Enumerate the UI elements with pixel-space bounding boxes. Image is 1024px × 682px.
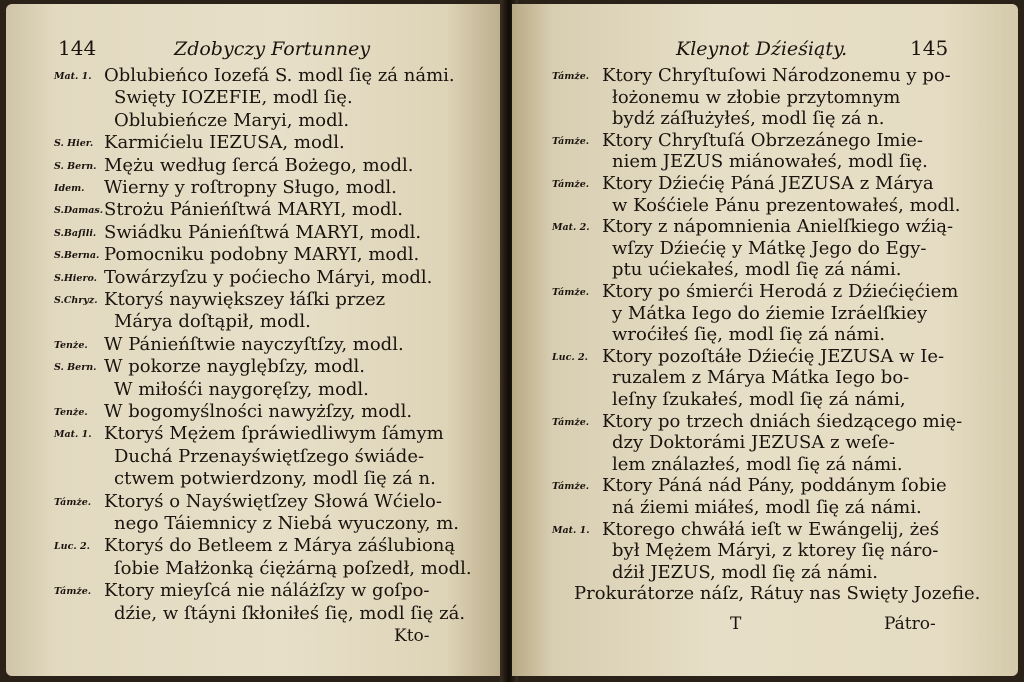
- text-line: lem ználazłeś, modl ſię zá námi.: [612, 453, 903, 475]
- text-line: Ktoryś Mężem ſpráwiedliwym ſámym: [104, 423, 444, 445]
- margin-reference: Mat. 1.: [552, 524, 590, 536]
- text-line: Pomocniku podobny MARYI, modl.: [104, 244, 420, 266]
- text-line: Ktory po śmierći Herodá z Dźiećięćiem: [602, 281, 959, 302]
- margin-reference: Támże.: [54, 586, 92, 598]
- text-line: Ktorego chwáłá ieſt w Ewángelij, żeś: [602, 518, 940, 540]
- text-line: Ktoryś do Betleem z Márya záślubioną: [104, 535, 456, 557]
- text-line: Ktory Dźiećię Páná JEZUSA z Márya: [602, 173, 934, 194]
- margin-reference: Támże.: [54, 496, 92, 508]
- text-line: Ktory Chryſtuſá Obrzezánego Imie-: [602, 129, 923, 151]
- text-line: leſny ſzukałeś, modl ſię zá námi,: [612, 389, 906, 410]
- text-line: wſzy Dźiećię y Mátkę Jego do Egy-: [612, 237, 927, 259]
- margin-reference: S.Chryz.: [54, 295, 98, 306]
- right-signature-mark: T: [730, 614, 742, 634]
- text-line: Prokurátorze náſz, Rátuy nas Swięty Jozefie.: [574, 583, 981, 605]
- text-line: Mężu według ſercá Bożego, modl.: [104, 154, 414, 176]
- text-line: ctwem potwierdzony, modl ſię zá n.: [114, 468, 436, 490]
- text-line: ruzalem z Márya Mátka Iego bo-: [612, 367, 910, 389]
- text-line: Márya doſtąpił, modl.: [114, 311, 311, 333]
- text-line: Oblubieńco Iozefá S. modl ſię zá námi.: [104, 65, 455, 86]
- margin-reference: Tenże.: [54, 339, 88, 351]
- right-running-head: Kleynot Dźieśiąty.: [676, 38, 848, 60]
- text-line: był Mężem Máryi, z ktorey ſię náro-: [612, 540, 939, 562]
- margin-reference: Mat. 1.: [54, 71, 92, 82]
- margin-reference: S. Bern.: [54, 362, 97, 374]
- text-line: Ktory z nápomnienia Anielſkiego wźią-: [602, 216, 954, 238]
- text-line: Ktory Páná nád Pány, poddánym ſobie: [602, 475, 947, 497]
- margin-reference: S. Bern.: [54, 160, 97, 172]
- text-line: Swiádku Pánieńſtwá MARYI, modl.: [104, 221, 422, 243]
- margin-reference: Luc. 2.: [54, 541, 90, 553]
- text-line: Wierny y roſtropny Sługo, modl.: [104, 177, 397, 198]
- margin-reference: S.Hiero.: [54, 272, 97, 284]
- text-line: łożonemu w złobie przytomnym: [612, 86, 901, 108]
- right-page: [512, 4, 1018, 676]
- text-line: W pokorze nayglębſzy, modl.: [104, 356, 366, 378]
- left-page-number: 144: [58, 36, 97, 60]
- text-line: W miłośći naygoręſzy, modl.: [114, 378, 369, 400]
- margin-reference: Idem.: [54, 183, 85, 194]
- margin-reference: Luc. 2.: [552, 351, 588, 363]
- right-catchword: Pátro-: [884, 614, 936, 634]
- text-line: Swięty IOZEFIE, modl ſię.: [114, 87, 353, 109]
- text-line: Duchá Przenayświętſzego świáde-: [114, 445, 425, 467]
- text-line: ſobie Małżonką ćiężárną poſzedł, modl.: [114, 557, 472, 579]
- text-line: dźie, w ſtáyni ſkłoniłeś ſię, modl ſię zá.: [114, 602, 466, 624]
- text-line: Karmićielu IEZUSA, modl.: [104, 132, 345, 154]
- margin-reference: Támże.: [552, 481, 590, 493]
- text-line: ptu ućiekałeś, modl ſię zá námi.: [612, 259, 902, 281]
- left-page: [6, 4, 506, 676]
- margin-reference: Mat. 1.: [54, 429, 92, 441]
- margin-reference: S.Damas.: [54, 205, 104, 217]
- text-line: ná źiemi miáłeś, modl ſię zá námi.: [612, 497, 922, 518]
- margin-reference: S. Hier.: [54, 138, 94, 150]
- text-line: nego Táiemnicy z Niebá wyuczony, m.: [114, 513, 459, 534]
- margin-reference: Támże.: [552, 135, 590, 147]
- text-line: dzy Doktorámi JEZUSA z weſe-: [612, 432, 895, 454]
- margin-reference: Támże.: [552, 179, 590, 190]
- text-line: Towárzyſzu y pоćiecho Máryi, modl.: [104, 266, 433, 288]
- left-catchword: Kto-: [394, 626, 430, 646]
- margin-reference: S.Baſili.: [54, 227, 97, 239]
- text-line: Ktory po trzech dniách śiedzącego mię-: [602, 410, 963, 432]
- text-line: y Mátka Iego do źiemie Izráelſkiey: [612, 302, 928, 324]
- text-line: Ktory Chryſtuſowi Národzonemu y po-: [602, 65, 951, 86]
- text-line: dźił JEZUS, modl ſię zá námi.: [612, 561, 878, 583]
- text-line: Ktory mieyſcá nie náláżſzy w goſpo-: [104, 580, 430, 602]
- text-line: Ktoryś naywiększey łáſki przez: [104, 289, 386, 310]
- text-line: Oblubieńcze Maryi, modl.: [114, 109, 350, 131]
- right-page-number: 145: [910, 36, 949, 60]
- margin-reference: Támże.: [552, 287, 590, 298]
- text-line: w Kośćiele Pánu prezentowałeś, modl.: [612, 194, 961, 216]
- margin-reference: Támże.: [552, 416, 590, 428]
- text-line: W bogomyślności nawyżſzy, modl.: [104, 401, 413, 422]
- text-line: niem JEZUS miánowałeś, modl ſię.: [612, 151, 928, 173]
- left-running-head: Zdobyczy Fortunney: [174, 38, 371, 60]
- margin-reference: Mat. 2.: [552, 222, 590, 234]
- margin-reference: Tenże.: [54, 407, 88, 418]
- margin-reference: Támże.: [552, 71, 590, 82]
- text-line: Strożu Pánieńſtwá MARYI, modl.: [104, 199, 403, 221]
- text-line: bydź záſłużyłeś, modl ſię zá n.: [612, 108, 885, 130]
- text-line: Ktory pozoſtáłe Dźiećię JEZUSA w Ie-: [602, 345, 945, 367]
- margin-reference: S.Berna.: [54, 250, 100, 262]
- text-line: wroćiłeś ſię, modl ſię zá námi.: [612, 324, 886, 346]
- text-line: Ktoryś o Nayświętſzey Słowá Wćielo-: [104, 490, 442, 512]
- text-line: W Pánieńſtwie nayczyſtſzy, modl.: [104, 333, 404, 355]
